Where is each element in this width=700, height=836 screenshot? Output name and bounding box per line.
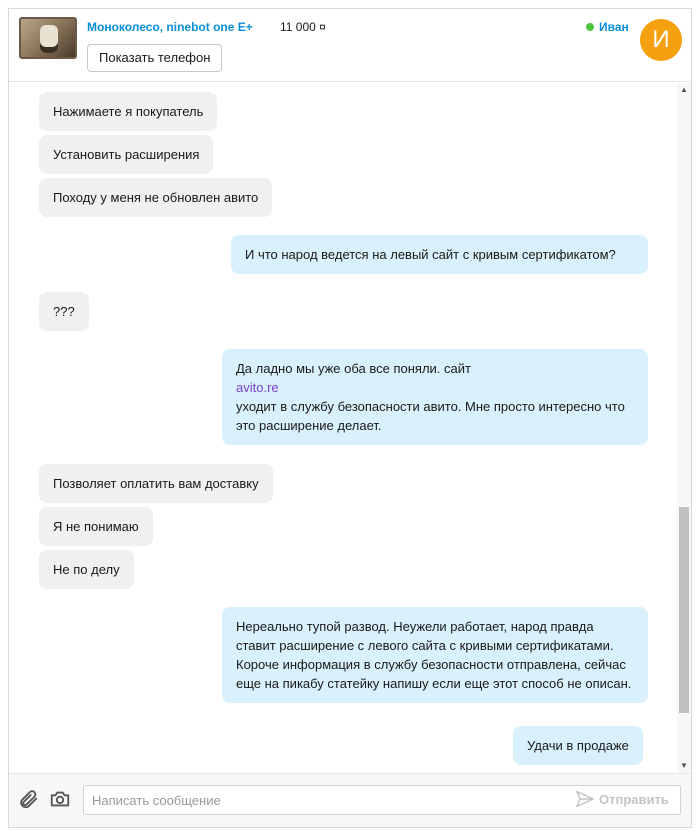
message-text: Да ладно мы уже оба все поняли. сайт [236,361,471,376]
listing-price: 11 000 ¤ [280,20,326,34]
message-outgoing: Удачи в продаже [513,726,643,765]
message-outgoing: Нереально тупой развод. Неужели работает, народ правда ставит расширение с левого сайта с кривыми сертификатами. Короче информация в службу безопасности отправлена, сейчас еще на пикабу статейку напишу если еще этот способ не описан. [222,607,648,703]
message-text: уходит в службу безопасности авито. Мне просто интересно что это расширение делает. [236,399,625,433]
message-list [9,83,691,773]
send-label: Отправить [599,792,669,807]
paperclip-icon[interactable] [17,788,39,810]
camera-icon[interactable] [49,788,71,810]
scrollbar[interactable] [677,83,691,773]
message-incoming: Установить расширения [39,135,213,174]
scroll-down-icon[interactable]: ▼ [680,761,688,770]
message-incoming: Не по делу [39,550,134,589]
listing-title[interactable]: Моноколесо, ninebot one E+ [87,20,253,34]
paper-plane-icon [575,790,595,808]
message-link[interactable]: avito.re [236,380,279,395]
message-incoming: Нажимаете я покупатель [39,92,217,131]
show-phone-button[interactable]: Показать телефон [87,44,222,72]
scroll-up-icon[interactable]: ▲ [680,85,688,94]
listing-thumbnail[interactable] [19,17,77,59]
monowheel-image [40,25,58,53]
message-incoming: Позволяет оплатить вам доставку [39,464,273,503]
online-status-icon [586,23,594,31]
chat-window [8,8,692,828]
send-button[interactable] [575,790,669,810]
scrollbar-thumb[interactable] [679,507,689,713]
message-incoming: Походу у меня не обновлен авито [39,178,272,217]
message-outgoing: И что народ ведется на левый сайт с кривым сертификатом? [231,235,648,274]
message-incoming: Я не понимаю [39,507,153,546]
user-name[interactable]: Иван [599,20,629,34]
message-composer [9,773,691,827]
avatar[interactable]: И [640,19,682,61]
message-outgoing [222,349,648,445]
message-incoming: ??? [39,292,89,331]
chat-header [9,9,691,82]
